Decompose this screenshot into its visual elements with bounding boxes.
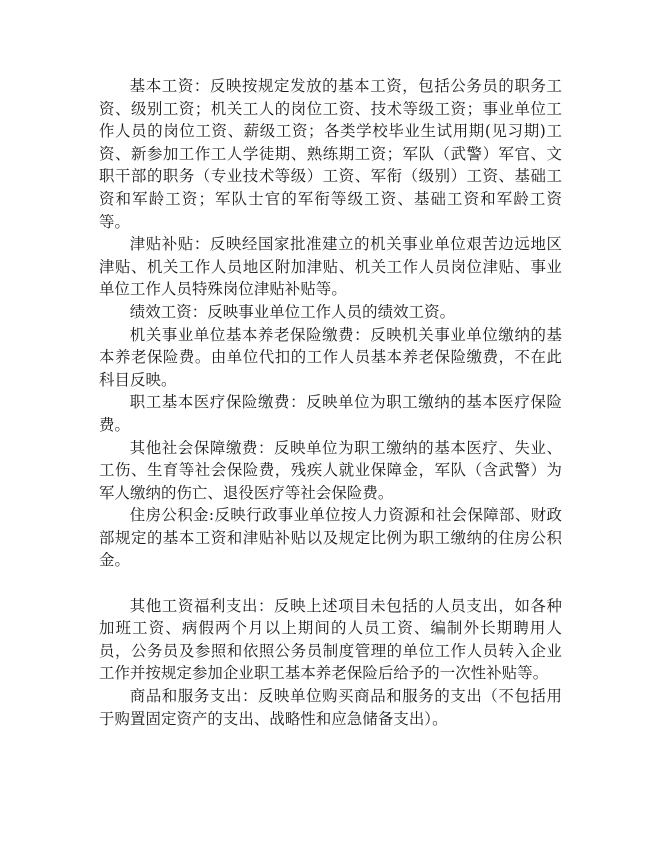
- paragraph-performance-pay: 绩效工资：反映事业单位工作人员的绩效工资。: [129, 302, 456, 321]
- paragraph-other-welfare: 其他工资福利支出：反映上述项目未包括的人员支出，如各种加班工资、病假两个月以上期间的人员工资、编制外长期聘用人员，公务员及参照和依照公务员制度管理的单位工作人员转入企业工作并按规定参加企业职工基本养老保险后给予的一次性补贴等。: [99, 596, 562, 683]
- paragraph-housing-fund: 住房公积金:反映行政事业单位按人力资源和社会保障部、财政部规定的基本工资和津贴补贴以及规定比例为职工缴纳的住房公积金。: [99, 506, 562, 570]
- paragraph-pension-insurance: 机关事业单位基本养老保险缴费：反映机关事业单位缴纳的基本养老保险费。由单位代扣的工作人员基本养老保险缴费，不在此科目反映。: [99, 325, 562, 389]
- paragraph-basic-salary: 基本工资：反映按规定发放的基本工资，包括公务员的职务工资、级别工资；机关工人的岗位工资、技术等级工资；事业单位工作人员的岗位工资、薪级工资；各类学校毕业生试用期(见习期)工资、新参加工作工人学徒期、熟练期工资；军队（武警）军官、文职干部的职务（专业技术等级）工资、军衔（级别）工资、基础工资和军龄工资；军队士官的军衔等级工资、基础工资和军龄工资等。: [99, 77, 562, 231]
- paragraph-medical-insurance: 职工基本医疗保险缴费：反映单位为职工缴纳的基本医疗保险费。: [99, 393, 562, 434]
- paragraph-allowances: 津贴补贴：反映经国家批准建立的机关事业单位艰苦边远地区津贴、机关工作人员地区附加津贴、机关工作人员岗位津贴、事业单位工作人员特殊岗位津贴补贴等。: [99, 235, 562, 299]
- paragraph-other-social-security: 其他社会保障缴费：反映单位为职工缴纳的基本医疗、失业、工伤、生育等社会保险费，残疾人就业保障金，军队（含武警）为军人缴纳的伤亡、退役医疗等社会保险费。: [99, 438, 562, 502]
- paragraph-goods-services: 商品和服务支出：反映单位购买商品和服务的支出（不包括用于购置固定资产的支出、战略性和应急储备支出）。: [99, 687, 562, 728]
- document-body: [99, 75, 562, 730]
